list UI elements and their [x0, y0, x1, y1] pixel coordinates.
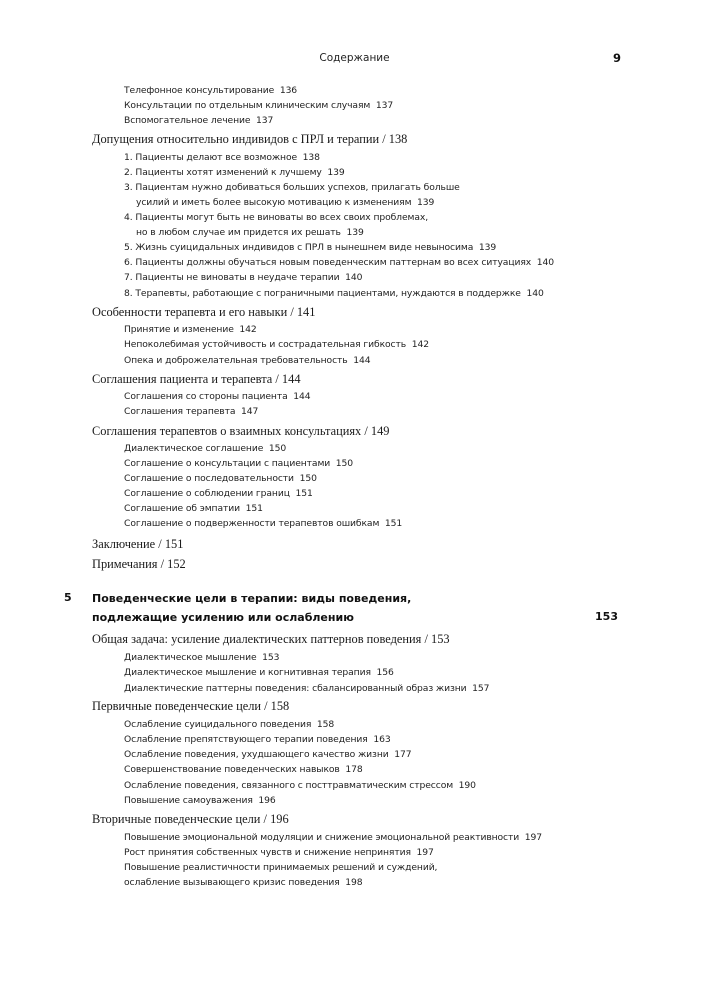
- chapter-page-number: 153: [595, 610, 618, 623]
- toc-subentry: 6. Пациенты должны обучаться новым поведенческим паттернам во всех ситуациях 140: [124, 257, 554, 268]
- toc-subentry: Рост принятия собственных чувств и снижение непринятия 197: [124, 847, 434, 858]
- toc-section: Примечания / 152: [92, 557, 186, 571]
- toc-section: Особенности терапевта и его навыки / 141: [92, 305, 316, 319]
- toc-subentry: 1. Пациенты делают все возможное 138: [124, 152, 320, 163]
- toc-subentry: Диалектическое соглашение 150: [124, 443, 287, 454]
- toc-subentry: Диалектические паттерны поведения: сбалансированный образ жизни 157: [124, 683, 490, 694]
- toc-subentry: Диалектическое мышление 153: [124, 652, 280, 663]
- toc-section: Вторичные поведенческие цели / 196: [92, 812, 289, 826]
- toc-subentry: Повышение эмоциональной модуляции и снижение эмоциональной реактивности 197: [124, 832, 543, 843]
- toc-subentry: Соглашения терапевта 147: [124, 406, 259, 417]
- toc-subentry: ослабление вызывающего кризис поведения 198: [124, 877, 363, 888]
- toc-subentry: Ослабление поведения, связанного с посттравматическим стрессом 190: [124, 780, 476, 791]
- toc-subentry: Непоколебимая устойчивость и сострадательная гибкость 142: [124, 339, 429, 350]
- toc-subentry: 8. Терапевты, работающие с пограничными пациентами, нуждаются в поддержке 140: [124, 288, 544, 299]
- page-number: 9: [612, 51, 621, 65]
- toc-subentry: Телефонное консультирование 136: [124, 85, 298, 96]
- chapter-title-line-1: Поведенческие цели в терапии: виды поведения,: [92, 592, 412, 605]
- chapter-title-line-2: подлежащие усилению или ослаблению: [92, 611, 354, 624]
- toc-subentry: Диалектическое мышление и когнитивная терапия 156: [124, 667, 394, 678]
- toc-subentry: 5. Жизнь суицидальных индивидов с ПРЛ в нынешнем виде невыносима 139: [124, 242, 497, 253]
- toc-subentry: 7. Пациенты не виноваты в неудаче терапии 140: [124, 272, 363, 283]
- toc-subentry: 3. Пациентам нужно добиваться больших успехов, прилагать больше: [124, 182, 460, 193]
- chapter-number: 5: [64, 591, 72, 604]
- toc-subentry: Совершенствование поведенческих навыков 178: [124, 764, 363, 775]
- toc-subentry-continuation: усилий и иметь более высокую мотивацию к изменениям 139: [136, 197, 435, 208]
- running-header: [0, 52, 709, 68]
- toc-subentry: 2. Пациенты хотят изменений к лучшему 139: [124, 167, 345, 178]
- toc-subentry: Ослабление поведения, ухудшающего качество жизни 177: [124, 749, 412, 760]
- toc-subentry: Консультации по отдельным клиническим случаям 137: [124, 100, 394, 111]
- toc-section: Заключение / 151: [92, 537, 184, 551]
- toc-subentry: Соглашение о консультации с пациентами 150: [124, 458, 354, 469]
- toc-subentry: 4. Пациенты могут быть не виноваты во всех своих проблемах,: [124, 212, 429, 223]
- toc-subentry: Принятие и изменение 142: [124, 324, 257, 335]
- toc-section: Первичные поведенческие цели / 158: [92, 699, 290, 713]
- toc-subentry: Соглашение об эмпатии 151: [124, 503, 263, 514]
- toc-subentry: Повышение самоуважения 196: [124, 795, 276, 806]
- toc-subentry: Соглашение о подверженности терапевтов ошибкам 151: [124, 518, 403, 529]
- toc-subentry: Повышение реалистичности принимаемых решений и суждений,: [124, 862, 438, 873]
- toc-section: Общая задача: усиление диалектических паттернов поведения / 153: [92, 632, 450, 646]
- toc-subentry: Ослабление суицидального поведения 158: [124, 719, 335, 730]
- toc-section: Допущения относительно индивидов с ПРЛ и терапии / 138: [92, 132, 408, 146]
- toc-subentry: Ослабление препятствующего терапии поведения 163: [124, 734, 391, 745]
- toc-subentry: Соглашение о соблюдении границ 151: [124, 488, 313, 499]
- toc-subentry: Опека и доброжелательная требовательность 144: [124, 355, 371, 366]
- toc-section: Соглашения пациента и терапевта / 144: [92, 372, 301, 386]
- toc-subentry: Соглашения со стороны пациента 144: [124, 391, 311, 402]
- toc-subentry: Вспомогательное лечение 137: [124, 115, 274, 126]
- toc-subentry-continuation: но в любом случае им придется их решать 139: [136, 227, 364, 238]
- toc-section: Соглашения терапевтов о взаимных консультациях / 149: [92, 424, 390, 438]
- running-header-title: Содержание: [319, 52, 390, 64]
- toc-subentry: Соглашение о последовательности 150: [124, 473, 317, 484]
